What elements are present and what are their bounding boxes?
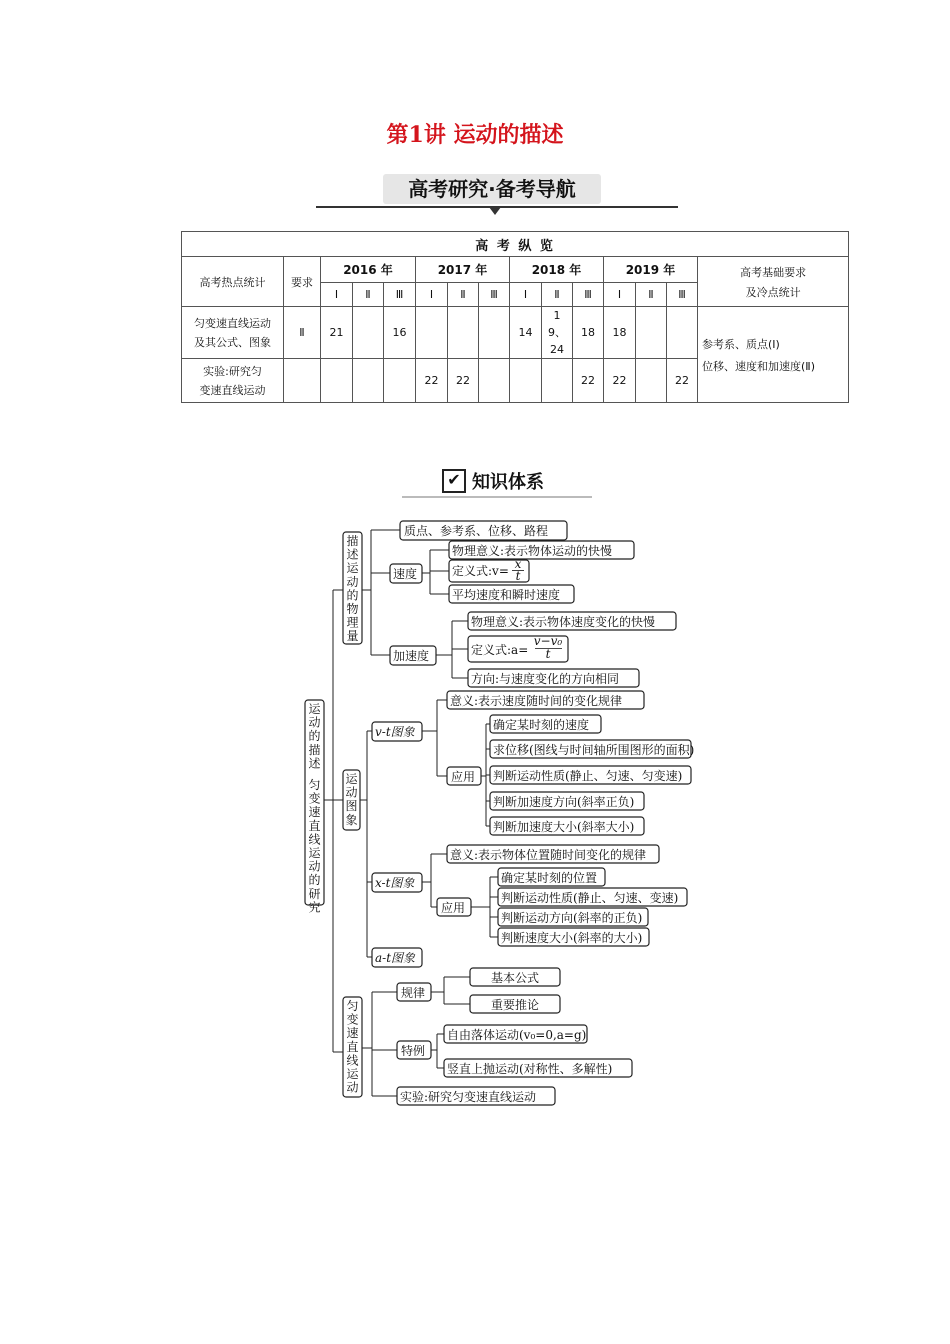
paper-label: Ⅰ: [604, 283, 636, 307]
law-label: 规律: [401, 986, 426, 1000]
topic-line: 及其公式、图象: [194, 336, 271, 349]
basic-line: 参考系、质点(Ⅰ): [702, 337, 780, 351]
basic-line: 位移、速度和加速度(Ⅱ): [702, 359, 815, 373]
vt-label: v-t图象: [375, 725, 415, 739]
score-cell: 22: [667, 359, 698, 403]
col-basic-line: 及冷点统计: [745, 285, 801, 299]
paper-label: Ⅲ: [384, 283, 416, 307]
speed-label: 速度: [393, 567, 418, 581]
col-req-header: 要求: [284, 257, 321, 307]
xt-label: x-t图象: [375, 876, 415, 890]
score-cell: 22: [448, 359, 479, 403]
leaf-label: 判断加速度方向(斜率正负): [493, 795, 635, 809]
leaf-label: 重要推论: [490, 998, 540, 1012]
leaf-label: 意义:表示速度随时间的变化规律: [450, 694, 623, 708]
leaf-label: 确定某时刻的速度: [493, 718, 590, 732]
leaf-label: 判断加速度大小(斜率大小): [493, 820, 635, 834]
year-header: 2019 年: [604, 257, 698, 283]
score-cell: 22: [416, 359, 448, 403]
map-labels: [308, 523, 694, 1104]
paper-label: Ⅰ: [321, 283, 353, 307]
branch-label: 运动图象: [345, 772, 358, 827]
leaf-label: 判断运动方向(斜率的正负): [501, 911, 643, 925]
year-header: 2017 年: [416, 257, 510, 283]
leaf-label: 求位移(图线与时间轴所围图形的面积): [493, 743, 695, 757]
score-cell: 19、24: [542, 307, 573, 359]
leaf-label: 实验:研究匀变速直线运动: [400, 1090, 537, 1104]
leaf-label: 判断速度大小(斜率的大小): [501, 931, 643, 945]
formula-numerator: v−v₀: [533, 634, 563, 648]
leaf-label: 确定某时刻的位置: [501, 871, 598, 885]
paper-label: Ⅱ: [542, 283, 573, 307]
score-cell: 18: [604, 307, 636, 359]
leaf-label: 自由落体运动(v₀=0,a=g): [447, 1028, 587, 1042]
paper-label: Ⅰ: [416, 283, 448, 307]
leaf-label: 基本公式: [490, 971, 540, 985]
paper-label: Ⅰ: [510, 283, 542, 307]
req-cell: Ⅱ: [284, 307, 321, 359]
leaf-label: 物理意义:表示物体运动的快慢: [452, 544, 613, 558]
apply-label: 应用: [451, 770, 476, 784]
leaf-label: 质点、参考系、位移、路程: [404, 524, 549, 538]
branch-label: 匀变速直线运动: [346, 999, 359, 1095]
leaf-label: 定义式:v=: [452, 564, 509, 578]
paper-label: Ⅱ: [636, 283, 667, 307]
root-label: 运动的描述 匀变速直线运动的研究: [308, 702, 321, 915]
leaf-label: 竖直上抛运动(对称性、多解性): [447, 1062, 613, 1076]
score-cell: 18: [573, 307, 604, 359]
paper-label: Ⅱ: [448, 283, 479, 307]
col-hot-header: 高考热点统计: [182, 257, 284, 307]
topic-line: 匀变速直线运动: [194, 317, 271, 330]
branch-label: 描述运动的物理量: [346, 534, 359, 644]
apply-label: 应用: [441, 901, 466, 915]
score-cell: 16: [384, 307, 416, 359]
leaf-label: 方向:与速度变化的方向相同: [471, 672, 620, 686]
paper-label: Ⅲ: [667, 283, 698, 307]
leaf-label: 判断运动性质(静止、匀速、匀变速): [493, 769, 683, 783]
table-header: 高 考 纵 览: [182, 232, 849, 257]
score-cell: 14: [510, 307, 542, 359]
special-label: 特例: [401, 1044, 426, 1058]
topic-line: 变速直线运动: [199, 384, 266, 397]
topic-line: 实验:研究匀: [203, 365, 262, 378]
formula-denominator: t: [515, 569, 521, 583]
paper-label: Ⅱ: [353, 283, 384, 307]
leaf-label: 意义:表示物体位置随时间变化的规律: [450, 848, 647, 862]
formula-denominator: t: [545, 647, 551, 661]
map-boxes: [305, 521, 691, 1105]
score-cell: 22: [604, 359, 636, 403]
score-cell: 21: [321, 307, 353, 359]
page-title: 第1讲 运动的描述: [386, 122, 564, 148]
leaf-label: 定义式:a=: [471, 643, 529, 657]
paper-label: Ⅲ: [479, 283, 510, 307]
accel-label: 加速度: [393, 649, 430, 663]
section-banner: 高考研究·备考导航: [383, 174, 601, 204]
year-header: 2016 年: [321, 257, 416, 283]
at-label: a-t图象: [375, 951, 416, 965]
year-header: 2018 年: [510, 257, 604, 283]
formula-numerator: x: [514, 557, 522, 571]
leaf-label: 判断运动性质(静止、匀速、变速): [501, 891, 679, 905]
score-cell: 22: [573, 359, 604, 403]
leaf-label: 物理意义:表示物体速度变化的快慢: [471, 615, 656, 629]
leaf-label: 平均速度和瞬时速度: [452, 588, 561, 602]
knowledge-title-text: 知识体系: [472, 472, 544, 493]
col-basic-line: 高考基础要求: [740, 265, 807, 279]
paper-label: Ⅲ: [573, 283, 604, 307]
checkbox-icon: ✔: [442, 469, 466, 493]
